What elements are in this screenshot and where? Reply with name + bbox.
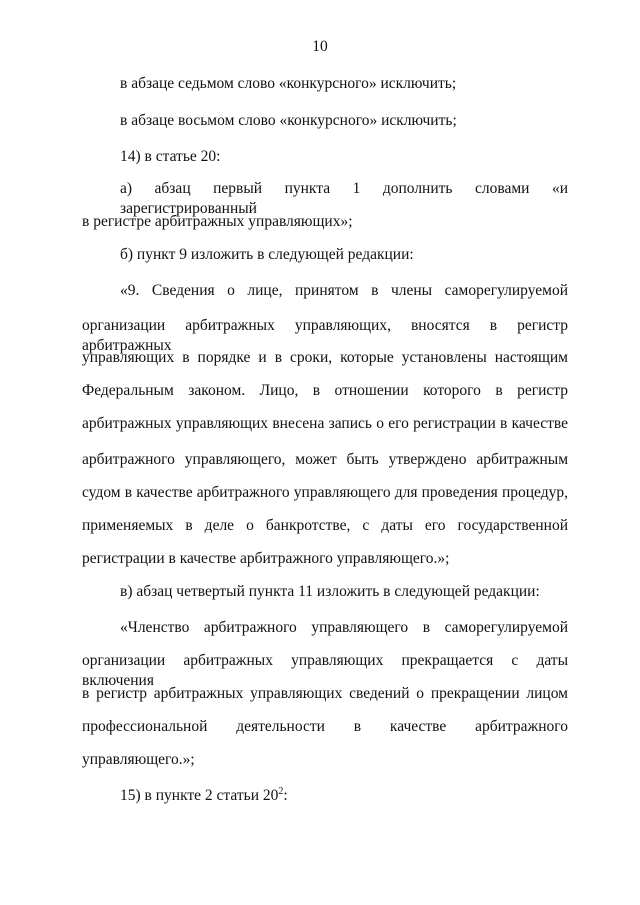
paragraph-line: Федеральным законом. Лицо, в отношении которого в регистр (82, 382, 568, 399)
paragraph-line: в регистре арбитражных управляющих»; (82, 213, 353, 230)
paragraph-line: организации арбитражных управляющих прекращается с даты включения (82, 652, 568, 689)
paragraph-line: организации арбитражных управляющих, вносятся в регистр арбитражных (82, 317, 568, 354)
paragraph-line: в абзаце седьмом слово «конкурсного» исключить; (120, 75, 457, 92)
paragraph-line: в регистр арбитражных управляющих сведений о прекращении лицом (82, 685, 568, 702)
paragraph-line: арбитражного управляющего, может быть утверждено арбитражным (82, 451, 568, 468)
page-number: 10 (312, 38, 328, 55)
paragraph-line-item-15 (120, 786, 288, 806)
paragraph-line: а) абзац первый пункта 1 дополнить словами «и зарегистрированный (120, 180, 568, 217)
paragraph-line: регистрации в качестве арбитражного управляющего.»; (82, 550, 450, 567)
paragraph-line: в) абзац четвертый пункта 11 изложить в следующей редакции: (120, 583, 540, 600)
paragraph-line: управляющего.»; (82, 751, 195, 768)
paragraph-line: арбитражных управляющих внесена запись о его регистрации в качестве (82, 415, 568, 432)
paragraph-line: в абзаце восьмом слово «конкурсного» исключить; (120, 112, 457, 129)
paragraph-line: судом в качестве арбитражного управляющего для проведения процедур, (82, 484, 568, 501)
paragraph-line: б) пункт 9 изложить в следующей редакции: (120, 246, 414, 263)
item-15-text: 15) в пункте 2 статьи 20 (120, 787, 279, 804)
paragraph-line: «9. Сведения о лице, принятом в члены саморегулируемой (120, 282, 568, 299)
paragraph-line: 14) в статье 20: (120, 148, 221, 165)
paragraph-line: применяемых в деле о банкротстве, с даты его государственной (82, 517, 568, 534)
paragraph-line: профессиональной деятельности в качестве арбитражного (82, 718, 568, 735)
item-15-suffix: : (283, 787, 288, 804)
paragraph-line: управляющих в порядке и в сроки, которые установлены настоящим (82, 349, 568, 366)
paragraph-line: «Членство арбитражного управляющего в саморегулируемой (120, 619, 568, 636)
item-15-superscript: 2 (278, 785, 284, 797)
